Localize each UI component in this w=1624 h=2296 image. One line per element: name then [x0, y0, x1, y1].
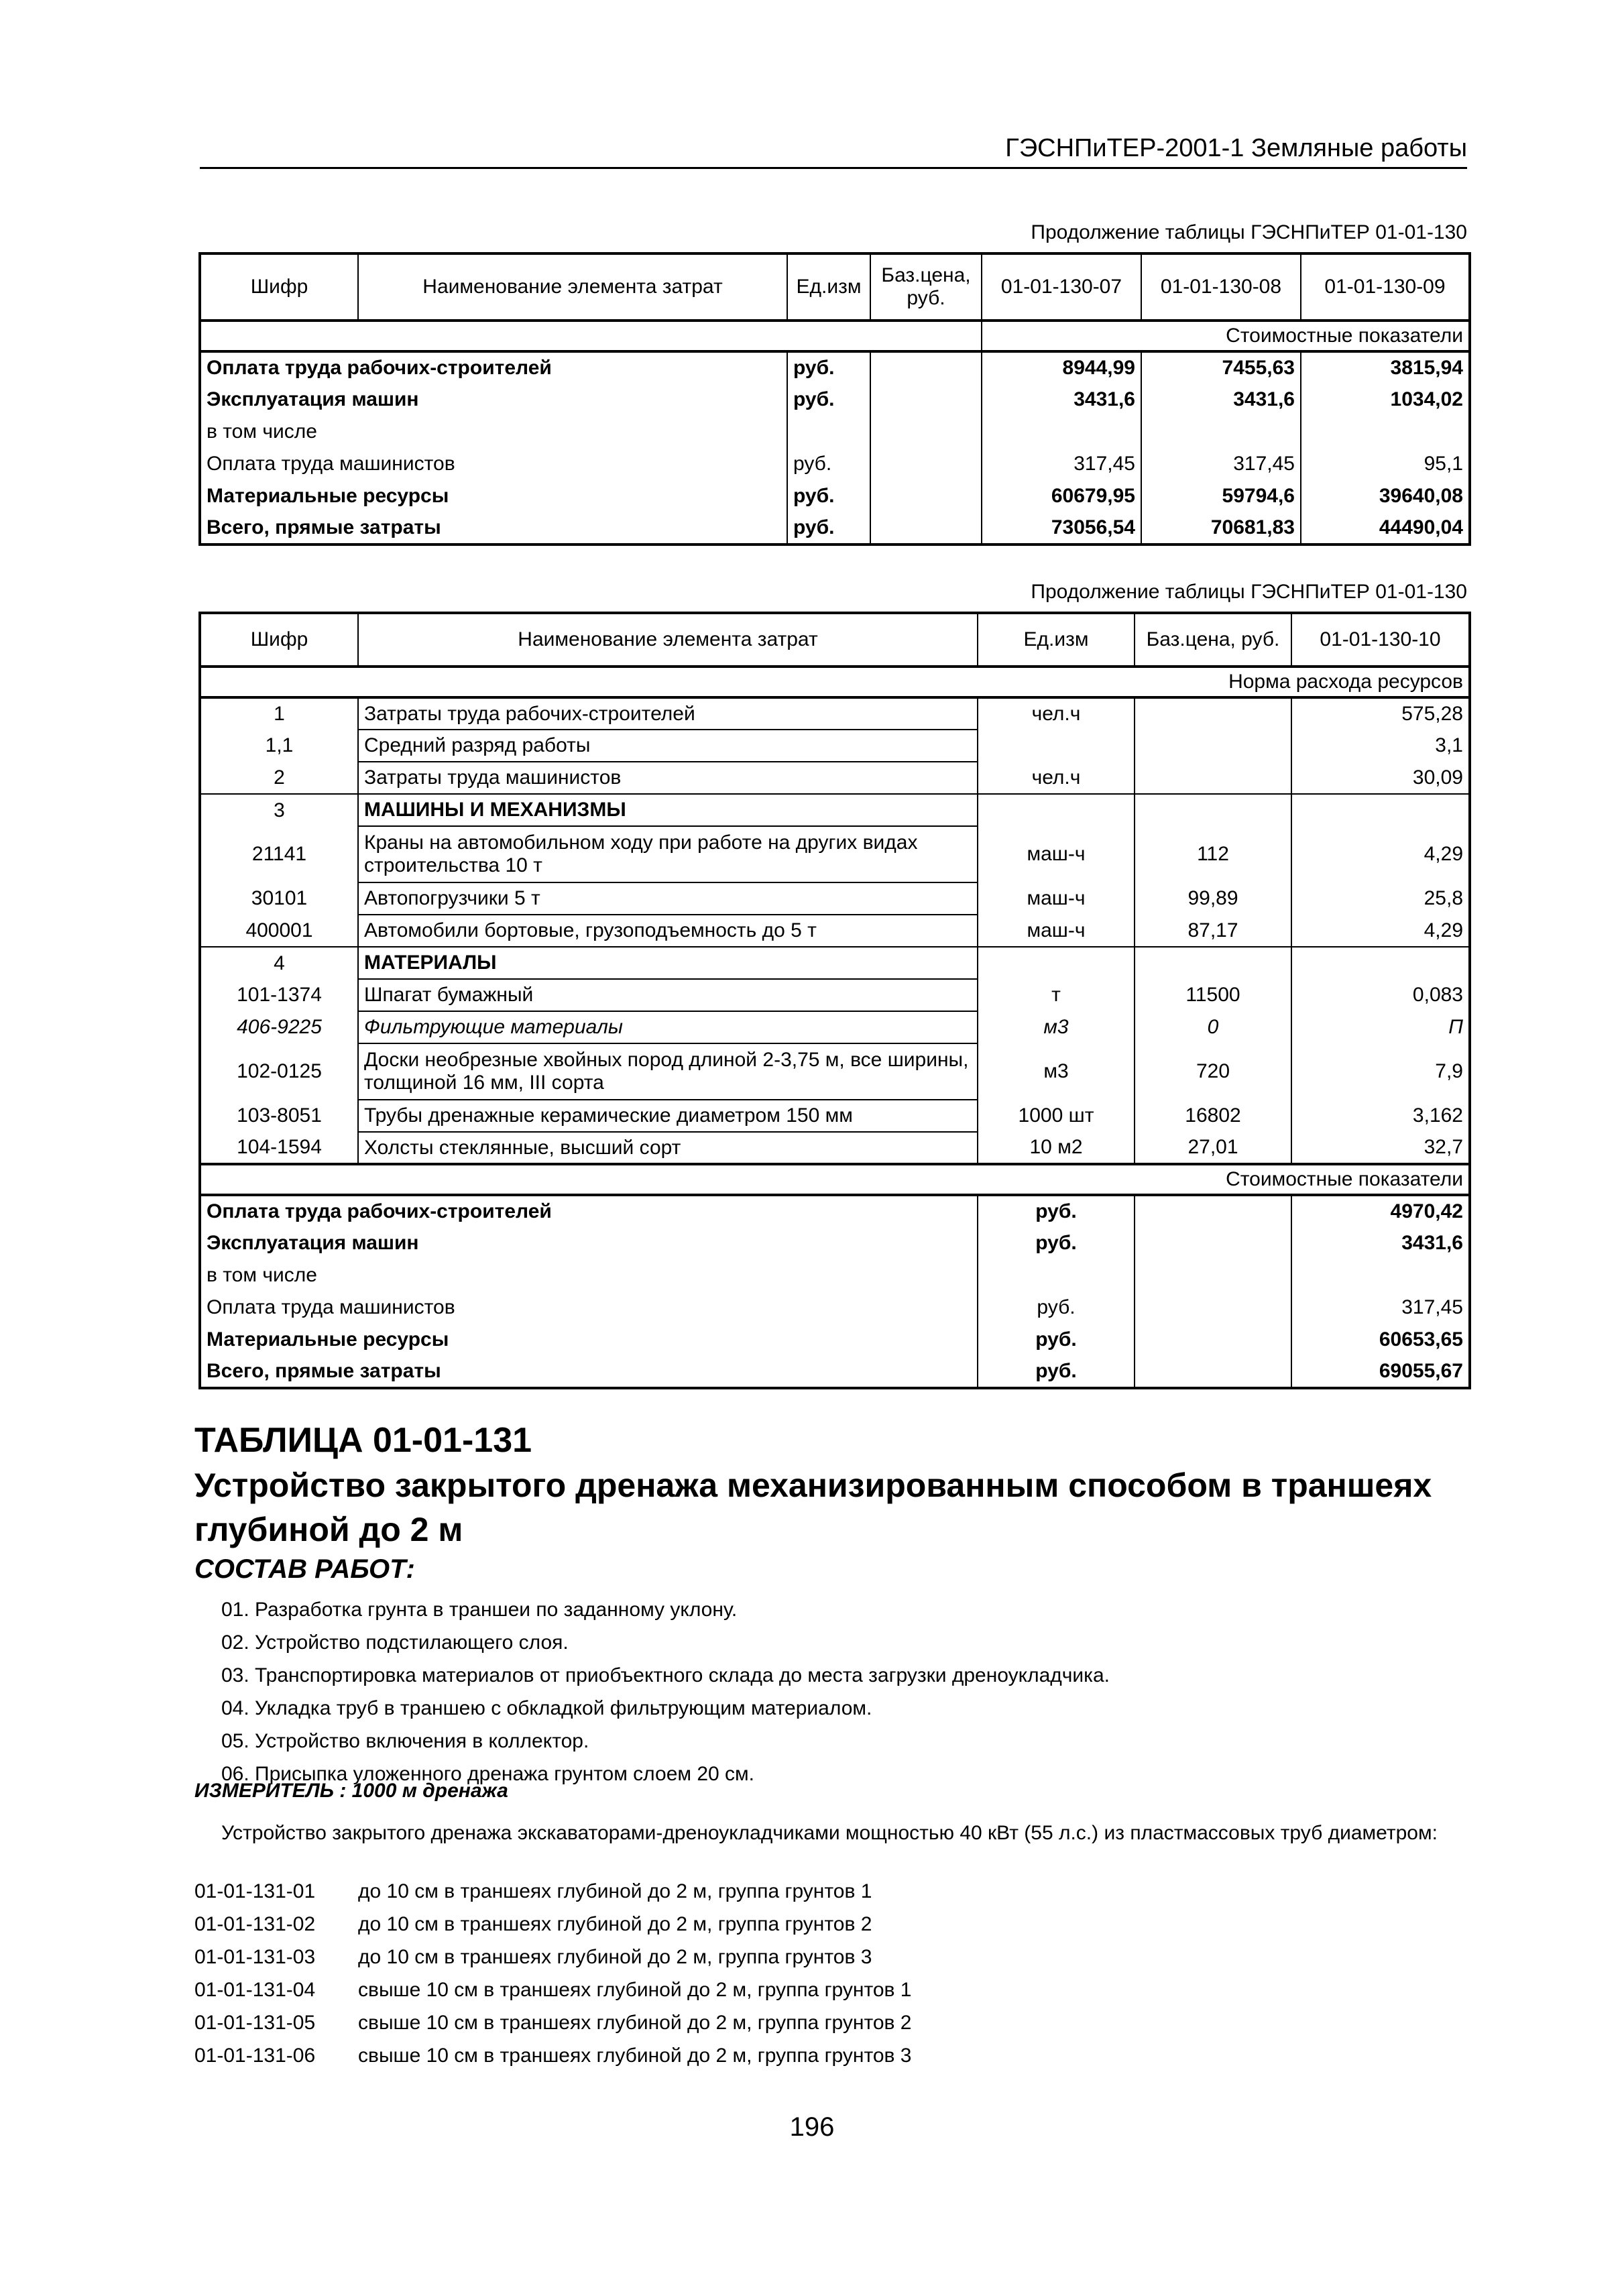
value-cell: 1034,02 [1301, 384, 1470, 416]
header-cell: Наименование элемента затрат [358, 253, 787, 321]
value-cell: 73056,54 [982, 512, 1141, 544]
code-row [194, 2039, 911, 2072]
work-item: 01. Разработка грунта в траншеи по заданному уклону. [221, 1599, 738, 1621]
resource-code: 406-9225 [237, 1016, 322, 1038]
resource-row [200, 882, 1470, 915]
resource-code: 3 [200, 794, 358, 826]
table-row [200, 448, 1470, 480]
header-cell: Наименование элемента затрат [358, 613, 978, 667]
base-price-cell [1135, 1259, 1291, 1292]
resource-row [200, 979, 1470, 1011]
table-row [200, 1324, 1470, 1356]
norm-code: 01-01-131-02 [194, 1913, 316, 1935]
unit-cell: руб. [787, 512, 870, 544]
subheader-cost: Стоимостные показатели [982, 321, 1470, 351]
resource-name: Доски необрезные хвойных пород длиной 2-3,75 м, все ширины, толщиной 16 мм, III сорта [358, 1043, 978, 1100]
header-cell: Баз.цена, руб. [1135, 613, 1291, 667]
page-number: 196 [789, 2112, 835, 2142]
code-row [194, 1875, 911, 1908]
table-title: ТАБЛИЦА 01-01-131 [194, 1421, 532, 1460]
value-cell: 3431,6 [982, 384, 1141, 416]
unit-cell: 10 м2 [978, 1132, 1135, 1164]
value-cell: 59794,6 [1141, 480, 1301, 512]
norm-value-cell: 3,162 [1291, 1100, 1470, 1132]
unit-cell [787, 416, 870, 448]
norm-text: до 10 см в траншеях глубиной до 2 м, группа грунтов 1 [358, 1880, 872, 1902]
unit-cell: маш-ч [978, 826, 1135, 882]
table-row [200, 416, 1470, 448]
norm-codes-list [194, 1875, 911, 2072]
table-row [200, 1292, 1470, 1324]
table-row [200, 512, 1470, 544]
table-row [200, 1356, 1470, 1388]
cost-table-1 [198, 252, 1471, 546]
unit-cell: маш-ч [978, 882, 1135, 915]
header-cell: 01-01-130-10 [1291, 613, 1470, 667]
resource-row [200, 762, 1470, 794]
norm-text: свыше 10 см в траншеях глубиной до 2 м, группа грунтов 3 [358, 2045, 912, 2067]
unit-cell: руб. [787, 384, 870, 416]
base-price-cell: 112 [1135, 826, 1291, 882]
resource-name: Автомобили бортовые, грузоподъемность до 5 т [358, 915, 978, 947]
value-cell: 3431,6 [1291, 1227, 1470, 1259]
base-price-cell [1135, 794, 1291, 826]
code-row [194, 2006, 911, 2039]
cost-item-name: Оплата труда машинистов [207, 1296, 455, 1318]
value-cell: 8944,99 [982, 351, 1141, 384]
resource-code: 101-1374 [237, 984, 322, 1006]
table2-caption: Продолжение таблицы ГЭСНПиТЕР 01-01-130 [1031, 581, 1467, 603]
code-row [194, 1973, 911, 2006]
resource-name: Автопогрузчики 5 т [358, 882, 978, 915]
norm-value-cell: 0,083 [1291, 979, 1470, 1011]
resource-code: 21141 [251, 843, 307, 865]
intro-paragraph: Устройство закрытого дренажа экскаваторами-дреноукладчиками мощностью 40 кВт (55 л.с.) из пластмассовых труб диаметром: [221, 1822, 1438, 1844]
unit-cell: чел.ч [978, 697, 1135, 730]
composition-heading: СОСТАВ РАБОТ: [194, 1554, 415, 1584]
table-row [200, 351, 1470, 384]
value-cell: 3815,94 [1301, 351, 1470, 384]
base-price-cell [870, 480, 982, 512]
cost-item-name: Эксплуатация машин [207, 388, 419, 410]
norm-value-cell [1291, 794, 1470, 826]
unit-cell: руб. [787, 480, 870, 512]
norm-text: свыше 10 см в траншеях глубиной до 2 м, группа грунтов 2 [358, 2012, 912, 2034]
resource-code: 4 [200, 947, 358, 979]
table2-header-row [200, 613, 1470, 667]
unit-cell: руб. [978, 1195, 1135, 1227]
base-price-cell [1135, 947, 1291, 979]
resource-name: МАТЕРИАЛЫ [358, 947, 978, 979]
norm-value-cell: П [1291, 1011, 1470, 1043]
base-price-cell [1135, 730, 1291, 762]
norm-value-cell: 575,28 [1291, 697, 1470, 730]
norm-text: до 10 см в траншеях глубиной до 2 м, группа грунтов 3 [358, 1946, 872, 1968]
cost-item-name: Всего, прямые затраты [207, 516, 441, 538]
norm-value-cell: 4,29 [1291, 826, 1470, 882]
work-item: 03. Транспортировка материалов от приобъектного склада до места загрузки дреноукладчика. [221, 1664, 1110, 1686]
cost-item-name: Оплата труда машинистов [207, 453, 455, 475]
unit-cell [978, 1259, 1135, 1292]
cost-item-name: Оплата труда рабочих-строителей [207, 357, 552, 379]
table-row [200, 1259, 1470, 1292]
resource-name: Краны на автомобильном ходу при работе на других видах строительства 10 т [358, 826, 978, 882]
cost-item-name: Материальные ресурсы [207, 1328, 449, 1351]
subheader-norm: Норма расхода ресурсов [200, 667, 1470, 697]
resource-code: 2 [274, 766, 285, 789]
base-price-cell [1135, 1195, 1291, 1227]
work-item: 02. Устройство подстилающего слоя. [221, 1631, 569, 1654]
unit-cell: руб. [787, 448, 870, 480]
header-cell: Ед.изм [978, 613, 1135, 667]
header-cell: 01-01-130-07 [982, 253, 1141, 321]
base-price-cell [870, 512, 982, 544]
norm-value-cell: 30,09 [1291, 762, 1470, 794]
resource-row [200, 730, 1470, 762]
resource-name: Шпагат бумажный [358, 979, 978, 1011]
running-header: ГЭСНПиТЕР-2001-1 Земляные работы [200, 134, 1467, 169]
norm-value-cell: 32,7 [1291, 1132, 1470, 1164]
resource-row [200, 826, 1470, 882]
base-price-cell: 0 [1135, 1011, 1291, 1043]
value-cell: 3431,6 [1141, 384, 1301, 416]
work-item: 05. Устройство включения в коллектор. [221, 1730, 589, 1752]
code-row [194, 1941, 911, 1973]
value-cell [1291, 1259, 1470, 1292]
resource-code: 30101 [251, 887, 308, 909]
resource-name: МАШИНЫ И МЕХАНИЗМЫ [358, 794, 978, 826]
base-price-cell [1135, 697, 1291, 730]
cost-item-name: в том числе [207, 420, 317, 443]
cost-item-name: Всего, прямые затраты [207, 1360, 441, 1382]
header-cell: Баз.цена, руб. [870, 253, 982, 321]
base-price-cell [870, 448, 982, 480]
works-list [221, 1593, 1110, 1790]
norm-text: свыше 10 см в траншеях глубиной до 2 м, группа грунтов 1 [358, 1979, 912, 2001]
resource-code: 102-0125 [237, 1060, 322, 1082]
resource-row [200, 1100, 1470, 1132]
work-item: 04. Укладка труб в траншею с обкладкой фильтрующим материалом. [221, 1697, 872, 1719]
resource-row [200, 947, 1470, 979]
value-cell: 7455,63 [1141, 351, 1301, 384]
unit-cell: руб. [978, 1324, 1135, 1356]
value-cell [982, 416, 1141, 448]
norm-code: 01-01-131-01 [194, 1880, 316, 1902]
base-price-cell [1135, 762, 1291, 794]
value-cell: 317,45 [982, 448, 1141, 480]
work-item: 06. Присыпка уложенного дренажа грунтом слоем 20 см. [221, 1763, 755, 1785]
norm-value-cell [1291, 947, 1470, 979]
base-price-cell [870, 384, 982, 416]
unit-cell: руб. [978, 1356, 1135, 1388]
value-cell: 60653,65 [1291, 1324, 1470, 1356]
unit-cell: чел.ч [978, 762, 1135, 794]
value-cell: 44490,04 [1301, 512, 1470, 544]
unit-cell: 1000 шт [978, 1100, 1135, 1132]
unit-cell: м3 [978, 1011, 1135, 1043]
unit-cell: руб. [978, 1292, 1135, 1324]
table-row [200, 384, 1470, 416]
value-cell: 4970,42 [1291, 1195, 1470, 1227]
norm-code: 01-01-131-04 [194, 1979, 316, 2001]
norm-code: 01-01-131-03 [194, 1946, 316, 1968]
norm-code: 01-01-131-05 [194, 2012, 316, 2034]
base-price-cell: 11500 [1135, 979, 1291, 1011]
unit-cell: м3 [978, 1043, 1135, 1100]
header-cell: 01-01-130-08 [1141, 253, 1301, 321]
table1-caption: Продолжение таблицы ГЭСНПиТЕР 01-01-130 [1031, 221, 1467, 243]
unit-cell: т [978, 979, 1135, 1011]
base-price-cell: 87,17 [1135, 915, 1291, 947]
header-cell: Шифр [200, 253, 358, 321]
resource-row [200, 697, 1470, 730]
code-row [194, 1908, 911, 1941]
table-row [200, 480, 1470, 512]
norm-text: до 10 см в траншеях глубиной до 2 м, группа грунтов 2 [358, 1913, 872, 1935]
norm-code: 01-01-131-06 [194, 2045, 316, 2067]
table-subtitle: Устройство закрытого дренажа механизированным способом в траншеях глубиной до 2 м [194, 1467, 1432, 1548]
resource-name: Затраты труда рабочих-строителей [358, 697, 978, 730]
resource-name: Средний разряд работы [358, 730, 978, 762]
subheader-cost: Стоимостные показатели [200, 1164, 1470, 1195]
resource-code: 400001 [245, 919, 313, 941]
resource-name: Фильтрующие материалы [358, 1011, 978, 1043]
base-price-cell: 99,89 [1135, 882, 1291, 915]
unit-cell [978, 947, 1135, 979]
header-cell: Шифр [200, 613, 358, 667]
resource-row [200, 915, 1470, 947]
resource-code: 103-8051 [237, 1104, 322, 1127]
base-price-cell [1135, 1292, 1291, 1324]
cost-item-name: Оплата труда рабочих-строителей [207, 1200, 552, 1222]
base-price-cell [1135, 1324, 1291, 1356]
resource-row [200, 1043, 1470, 1100]
cost-item-name: Материальные ресурсы [207, 485, 449, 507]
cost-item-name: Эксплуатация машин [207, 1232, 419, 1254]
value-cell: 60679,95 [982, 480, 1141, 512]
cost-item-name: в том числе [207, 1264, 317, 1286]
header-cell: 01-01-130-09 [1301, 253, 1470, 321]
table-row [200, 1195, 1470, 1227]
resource-code: 1 [274, 703, 285, 725]
base-price-cell: 720 [1135, 1043, 1291, 1100]
resource-code: 104-1594 [237, 1136, 322, 1158]
base-price-cell [870, 416, 982, 448]
measure-unit: ИЗМЕРИТЕЛЬ : 1000 м дренажа [194, 1780, 508, 1802]
table-row [200, 1227, 1470, 1259]
resource-name: Холсты стеклянные, высший сорт [358, 1132, 978, 1164]
base-price-cell: 27,01 [1135, 1132, 1291, 1164]
base-price-cell [870, 351, 982, 384]
value-cell: 317,45 [1291, 1292, 1470, 1324]
value-cell: 70681,83 [1141, 512, 1301, 544]
table1-header-row [200, 253, 1470, 321]
unit-cell [978, 794, 1135, 826]
unit-cell: руб. [978, 1227, 1135, 1259]
value-cell: 95,1 [1301, 448, 1470, 480]
value-cell [1301, 416, 1470, 448]
unit-cell [978, 730, 1135, 762]
value-cell: 317,45 [1141, 448, 1301, 480]
value-cell: 69055,67 [1291, 1356, 1470, 1388]
norm-value-cell: 4,29 [1291, 915, 1470, 947]
base-price-cell: 16802 [1135, 1100, 1291, 1132]
norm-value-cell: 25,8 [1291, 882, 1470, 915]
table1-subheader-row [200, 321, 1470, 351]
table2-cost-subheader-row [200, 1164, 1470, 1195]
table2-norm-subheader-row [200, 667, 1470, 697]
unit-cell: руб. [787, 351, 870, 384]
value-cell: 39640,08 [1301, 480, 1470, 512]
resource-row [200, 1011, 1470, 1043]
resource-row [200, 1132, 1470, 1164]
value-cell [1141, 416, 1301, 448]
base-price-cell [1135, 1227, 1291, 1259]
norm-value-cell: 3,1 [1291, 730, 1470, 762]
resource-name: Затраты труда машинистов [358, 762, 978, 794]
resource-table-2 [198, 612, 1471, 1389]
norm-value-cell: 7,9 [1291, 1043, 1470, 1100]
resource-code: 1,1 [265, 734, 294, 756]
unit-cell: маш-ч [978, 915, 1135, 947]
header-cell: Ед.изм [787, 253, 870, 321]
resource-row [200, 794, 1470, 826]
base-price-cell [1135, 1356, 1291, 1388]
resource-name: Трубы дренажные керамические диаметром 150 мм [358, 1100, 978, 1132]
